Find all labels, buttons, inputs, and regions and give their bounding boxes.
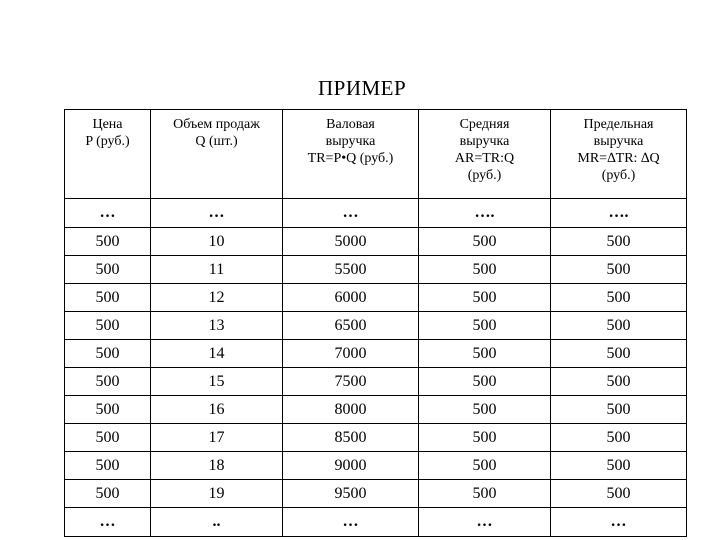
table-cell: 500 [65,396,151,424]
table-cell: 16 [151,396,283,424]
table-row [65,340,687,368]
table-row [65,424,687,452]
table-cell: 8500 [283,424,419,452]
table-cell: 7000 [283,340,419,368]
table-cell: 500 [65,480,151,508]
table-cell: 500 [65,340,151,368]
header-line: Предельная [583,117,654,132]
table-cell: 500 [65,228,151,256]
table-cell: 500 [551,340,687,368]
table-cell: 500 [65,368,151,396]
table-cell: 500 [65,284,151,312]
table-cell: …. [551,199,687,228]
table-row [65,508,687,537]
table-cell: 11 [151,256,283,284]
table-cell: … [283,199,419,228]
header-line: выручка [593,134,644,149]
table-cell: … [419,508,551,537]
table-cell: 500 [65,424,151,452]
table-row [65,228,687,256]
table-cell: 500 [419,312,551,340]
header-marginal-revenue [551,110,687,199]
table-header-row [65,110,687,199]
table-cell: 500 [419,256,551,284]
table-cell: 19 [151,480,283,508]
header-line: Валовая [326,117,375,132]
table-cell: … [65,199,151,228]
table-cell: 500 [419,228,551,256]
table-cell: 6500 [283,312,419,340]
table-cell: …. [419,199,551,228]
table-row [65,312,687,340]
header-line: Q (шт.) [195,134,238,149]
table-cell: 9000 [283,452,419,480]
table-cell: … [151,199,283,228]
table-cell: 5000 [283,228,419,256]
table-cell: 500 [551,452,687,480]
table-cell: 10 [151,228,283,256]
table-cell: 500 [419,284,551,312]
table-cell: 15 [151,368,283,396]
page-title: ПРИМЕР [318,76,407,100]
table-cell: 500 [65,312,151,340]
table-cell: … [283,508,419,537]
table-row [65,199,687,228]
table-cell: 14 [151,340,283,368]
table-cell: 500 [419,340,551,368]
table-cell: 500 [65,452,151,480]
table-row [65,368,687,396]
table-body [65,199,687,537]
table-row [65,256,687,284]
table-cell: 500 [551,424,687,452]
table-cell: 18 [151,452,283,480]
table-cell: 500 [419,368,551,396]
header-line: (руб.) [601,168,636,183]
table-cell: 500 [551,228,687,256]
header-line: Средняя [459,117,510,132]
table-cell: 500 [551,396,687,424]
table-row [65,396,687,424]
table-cell: .. [151,508,283,537]
table-cell: 500 [419,396,551,424]
header-price [65,110,151,199]
table-cell: 6000 [283,284,419,312]
table-cell: 500 [419,452,551,480]
table-row [65,284,687,312]
table-cell: 500 [551,256,687,284]
header-line: TR=P•Q (руб.) [307,151,394,166]
table-cell: 500 [551,480,687,508]
table-cell: 17 [151,424,283,452]
table-row [65,452,687,480]
table-cell: 5500 [283,256,419,284]
table-cell: … [551,508,687,537]
table-cell: … [65,508,151,537]
table-cell: 9500 [283,480,419,508]
table-row [65,480,687,508]
header-line: MR=∆TR: ∆Q [577,151,660,166]
table-cell: 500 [65,256,151,284]
header-average-revenue [419,110,551,199]
header-line: P (руб.) [85,134,130,149]
table-cell: 7500 [283,368,419,396]
header-line: (руб.) [467,168,502,183]
table-cell: 500 [419,424,551,452]
table-cell: 13 [151,312,283,340]
header-line: Объем продаж [173,117,260,132]
header-total-revenue [283,110,419,199]
header-line: AR=TR:Q [454,151,515,166]
table-cell: 500 [551,284,687,312]
header-quantity [151,110,283,199]
header-line: выручка [325,134,376,149]
table-cell: 8000 [283,396,419,424]
revenue-table [64,109,687,537]
header-line: Цена [92,117,123,132]
table-cell: 12 [151,284,283,312]
table-cell: 500 [551,312,687,340]
table-cell: 500 [419,480,551,508]
header-line: выручка [459,134,510,149]
table-cell: 500 [551,368,687,396]
